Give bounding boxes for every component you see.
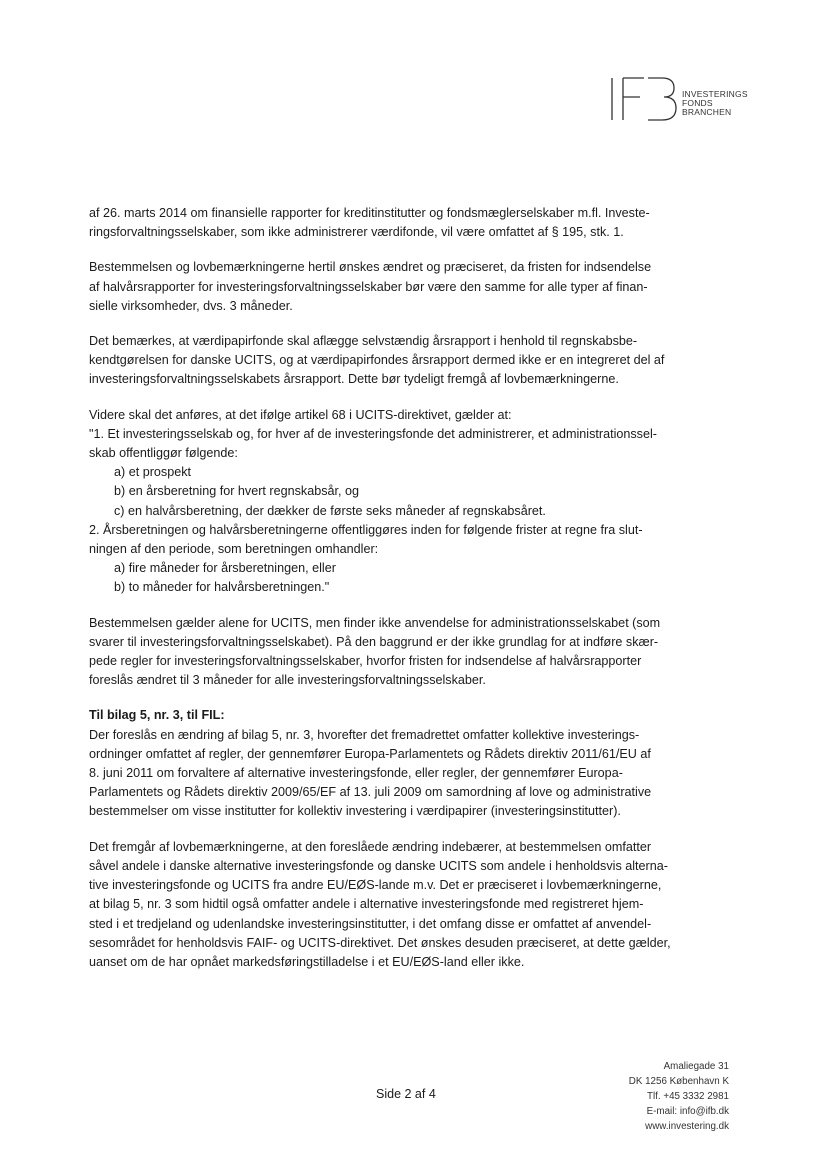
paragraph-5 <box>89 614 739 691</box>
text-line: Parlamentets og Rådets direktiv 2009/65/EF af 13. juli 2009 om samordning af love og administrative <box>89 785 652 800</box>
text-line: kendtgørelsen for danske UCITS, og at værdipapirfondes årsrapport dermed ikke er en integreret del af <box>89 353 665 368</box>
text-line: 8. juni 2011 om forvaltere af alternative investeringsfonde, eller regler, der gennemfører Europa- <box>89 766 623 781</box>
text-line: 2. Årsberetningen og halvårsberetningerne offentliggøres inden for følgende frister at regne fra slut- <box>89 522 643 537</box>
logo-line-3: BRANCHEN <box>682 107 732 117</box>
list-item: c) en halvårsberetning, der dækker de første seks måneder af regnskabsåret. <box>114 503 546 518</box>
text-line: investeringsforvaltningsselskabets årsrapport. Dette bør tydeligt fremgå af lovbemærkningerne. <box>89 372 619 387</box>
text-line: Det fremgår af lovbemærkningerne, at den foreslåede ændring indebærer, at bestemmelsen omfatter <box>89 839 652 854</box>
list-item: a) fire måneder for årsberetningen, eller <box>114 561 336 576</box>
text-line: foreslås ændret til 3 måneder for alle investeringsforvaltningsselskaber. <box>89 673 486 688</box>
paragraph-7 <box>89 838 739 972</box>
text-line: "1. Et investeringsselskab og, for hver af de investeringsfonde det administrerer, et administrationssel- <box>89 426 657 441</box>
text-line: pede regler for investeringsforvaltningsselskaber, hvorfor fristen for indsendelse af halvårsrapporter <box>89 654 642 669</box>
text-line: ningen af den periode, som beretningen omhandler: <box>89 542 379 557</box>
paragraph-4-quote <box>89 406 739 598</box>
address-city: DK 1256 København K <box>628 1076 729 1087</box>
text-line: Bestemmelsen og lovbemærkningerne hertil ønskes ændret og præciseret, da fristen for indsendelse <box>89 260 652 275</box>
paragraph-2 <box>89 258 739 316</box>
address-email: E-mail: info@ifb.dk <box>646 1106 729 1117</box>
paragraph-3 <box>89 332 739 390</box>
text-line: Der foreslås en ændring af bilag 5, nr. 3, hvorefter det fremadrettet omfatter kollektive investerings- <box>89 727 640 742</box>
paragraph-1 <box>89 204 739 242</box>
text-line: at bilag 5, nr. 3 som hidtil også omfatter andele i alternative investeringsfonde med registreret hjem- <box>89 897 644 912</box>
address-street: Amaliegade 31 <box>663 1061 729 1072</box>
text-line: tive investeringsfonde og UCITS fra andre EU/EØS-lande m.v. Det er præciseret i lovbemærkningerne, <box>89 878 662 893</box>
text-line: ordninger omfattet af regler, der gennemfører Europa-Parlamentets og Rådets direktiv 2011/61/EU af <box>89 746 651 761</box>
text-line: sesområdet for henholdsvis FAIF- og UCITS-direktivet. Det ønskes desuden præciseret, at dette gælder, <box>89 935 671 950</box>
text-line: uanset om de har opnået markedsføringstilladelse i et EU/EØS-land eller ikke. <box>89 954 525 969</box>
text-line: af halvårsrapporter for investeringsforvaltningsselskaber bør være den samme for alle typer af finan- <box>89 279 648 294</box>
text-line: bestemmelser om visse institutter for kollektiv investering i værdipapirer (investeringsinstitutter). <box>89 804 621 819</box>
address-phone: Tlf. +45 3332 2981 <box>647 1091 729 1102</box>
ifb-logo <box>608 76 758 124</box>
document-body <box>89 204 739 988</box>
text-line: ringsforvaltningsselskaber, som ikke administrerer værdifonde, vil være omfattet af § 195, stk. 1. <box>89 225 624 240</box>
footer-address <box>629 1059 729 1134</box>
text-line: Videre skal det anføres, at det ifølge artikel 68 i UCITS-direktivet, gælder at: <box>89 407 512 422</box>
logo-wordmark <box>682 90 748 117</box>
text-line: Bestemmelsen gælder alene for UCITS, men finder ikke anvendelse for administrationsselskabet (som <box>89 615 661 630</box>
list-item: a) et prospekt <box>114 465 192 480</box>
section-heading: Til bilag 5, nr. 3, til FIL: <box>89 708 225 723</box>
list-item: b) en årsberetning for hvert regnskabsår, og <box>114 484 360 499</box>
page-number: Side 2 af 4 <box>376 1087 436 1101</box>
text-line: af 26. marts 2014 om finansielle rapporter for kreditinstitutter og fondsmæglerselskaber m.fl. Investe- <box>89 206 650 220</box>
text-line: skab offentliggør følgende: <box>89 446 238 461</box>
address-website: www.investering.dk <box>645 1121 729 1132</box>
text-line: sted i et tredjeland og udenlandske investeringsinstitutter, i det omfang disse er omfattet af anvendel- <box>89 916 652 931</box>
text-line: Det bemærkes, at værdipapirfonde skal aflægge selvstændig årsrapport i henhold til regnskabsbe- <box>89 334 638 349</box>
text-line: såvel andele i danske alternative investeringsfonde og danske UCITS som andele i henholdsvis alterna- <box>89 858 668 873</box>
logo-line-2: FONDS <box>682 98 713 108</box>
text-line: sielle virksomheder, dvs. 3 måneder. <box>89 298 293 313</box>
list-item: b) to måneder for halvårsberetningen." <box>114 580 330 595</box>
text-line: svarer til investeringsforvaltningsselskabet). På den baggrund er der ikke grundlag for at indføre skær- <box>89 634 659 649</box>
logo-line-1: INVESTERINGS <box>682 89 748 99</box>
paragraph-6 <box>89 706 739 821</box>
ifb-logo-mark <box>608 76 682 124</box>
